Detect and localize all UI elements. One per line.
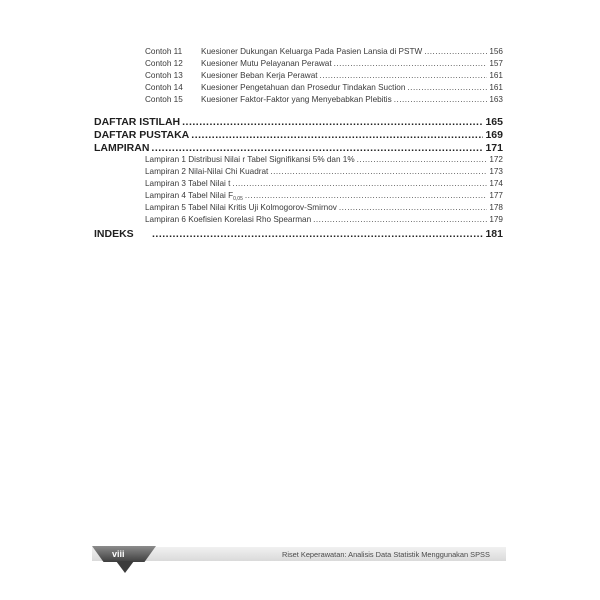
toc-entry-contoh-14 [145,83,503,92]
toc-section-daftar-istilah [94,116,503,128]
subscript-value: 0,05 [233,196,243,202]
toc-section-page: 181 [485,228,503,240]
toc-leader-dots [151,142,483,154]
toc-entry-page: 178 [489,203,503,212]
toc-entry-page: 161 [489,71,503,80]
page-number-badge-tail [116,561,134,573]
toc-leader-dots [232,179,487,188]
toc-entry-label: Contoh 14 [145,83,183,92]
toc-entry-lampiran-1 [145,155,503,164]
toc-entry-title: Kuesioner Mutu Pelayanan Perawat [201,59,332,68]
toc-leader-dots [407,83,487,92]
toc-entry-title-text: Lampiran 4 Tabel Nilai F [145,191,234,200]
toc-leader-dots [357,155,488,164]
toc-entry-label: Contoh 11 [145,47,183,56]
toc-section-page: 171 [485,142,503,154]
toc-leader-dots [270,167,487,176]
toc-entry-title: Kuesioner Pengetahuan dan Prosedur Tindakan Suction [201,83,406,92]
toc-entry-page: 177 [489,191,503,200]
toc-leader-dots [191,129,483,141]
toc-entry-lampiran-2 [145,167,503,176]
toc-section-title: LAMPIRAN [94,142,150,154]
toc-section-page: 165 [485,116,503,128]
toc-entry-contoh-15 [145,95,503,104]
toc-entry-lampiran-5 [145,203,503,212]
toc-entry-page: 172 [489,155,503,164]
toc-entry-page: 161 [489,83,503,92]
toc-entry-page: 157 [489,59,503,68]
toc-section-title: DAFTAR PUSTAKA [94,129,190,141]
toc-entry-title [145,191,243,202]
toc-entry-title: Lampiran 3 Tabel Nilai t [145,179,231,188]
toc-entry-label: Contoh 13 [145,71,183,80]
toc-entry-title: Lampiran 6 Koefisien Korelasi Rho Spearman [145,215,312,224]
toc-entry-title: Lampiran 2 Nilai-Nilai Chi Kuadrat [145,167,269,176]
toc-entry-lampiran-3 [145,179,503,188]
toc-entry-title: Kuesioner Beban Kerja Perawat [201,71,318,80]
toc-section-title: INDEKS [94,228,134,240]
running-footer-title: Riset Keperawatan: Analisis Data Statistik Menggunakan SPSS [282,550,490,559]
toc-entry-title: Kuesioner Dukungan Keluarga Pada Pasien Lansia di PSTW [201,47,423,56]
toc-leader-dots [182,116,483,128]
toc-leader-dots [334,59,488,68]
toc-leader-dots [424,47,487,56]
toc-section-page: 169 [485,129,503,141]
toc-entry-title: Lampiran 5 Tabel Nilai Kritis Uji Kolmogorov-Smirnov [145,203,337,212]
toc-entry-lampiran-4 [145,191,503,202]
toc-leader-dots [152,228,483,240]
toc-leader-dots [313,215,487,224]
toc-entry-lampiran-6 [145,215,503,224]
toc-section-daftar-pustaka [94,129,503,141]
toc-entry-page: 179 [489,215,503,224]
toc-entry-label: Contoh 12 [145,59,183,68]
toc-leader-dots [394,95,488,104]
toc-entry-contoh-11 [145,47,503,56]
toc-section-title: DAFTAR ISTILAH [94,116,181,128]
toc-leader-dots [339,203,487,212]
page-number: viii [112,549,125,559]
toc-entry-title: Kuesioner Faktor-Faktor yang Menyebabkan Plebitis [201,95,392,104]
toc-section-indeks [94,228,503,240]
toc-entry-contoh-12 [145,59,503,68]
toc-leader-dots [320,71,488,80]
toc-entry-page: 174 [489,179,503,188]
toc-entry-label: Contoh 15 [145,95,183,104]
toc-entry-page: 163 [489,95,503,104]
toc-section-lampiran [94,142,503,154]
toc-entry-page: 156 [489,47,503,56]
toc-entry-contoh-13 [145,71,503,80]
toc-entry-title: Lampiran 1 Distribusi Nilai r Tabel Signifikansi 5% dan 1% [145,155,355,164]
toc-leader-dots [245,191,487,200]
toc-entry-page: 173 [489,167,503,176]
